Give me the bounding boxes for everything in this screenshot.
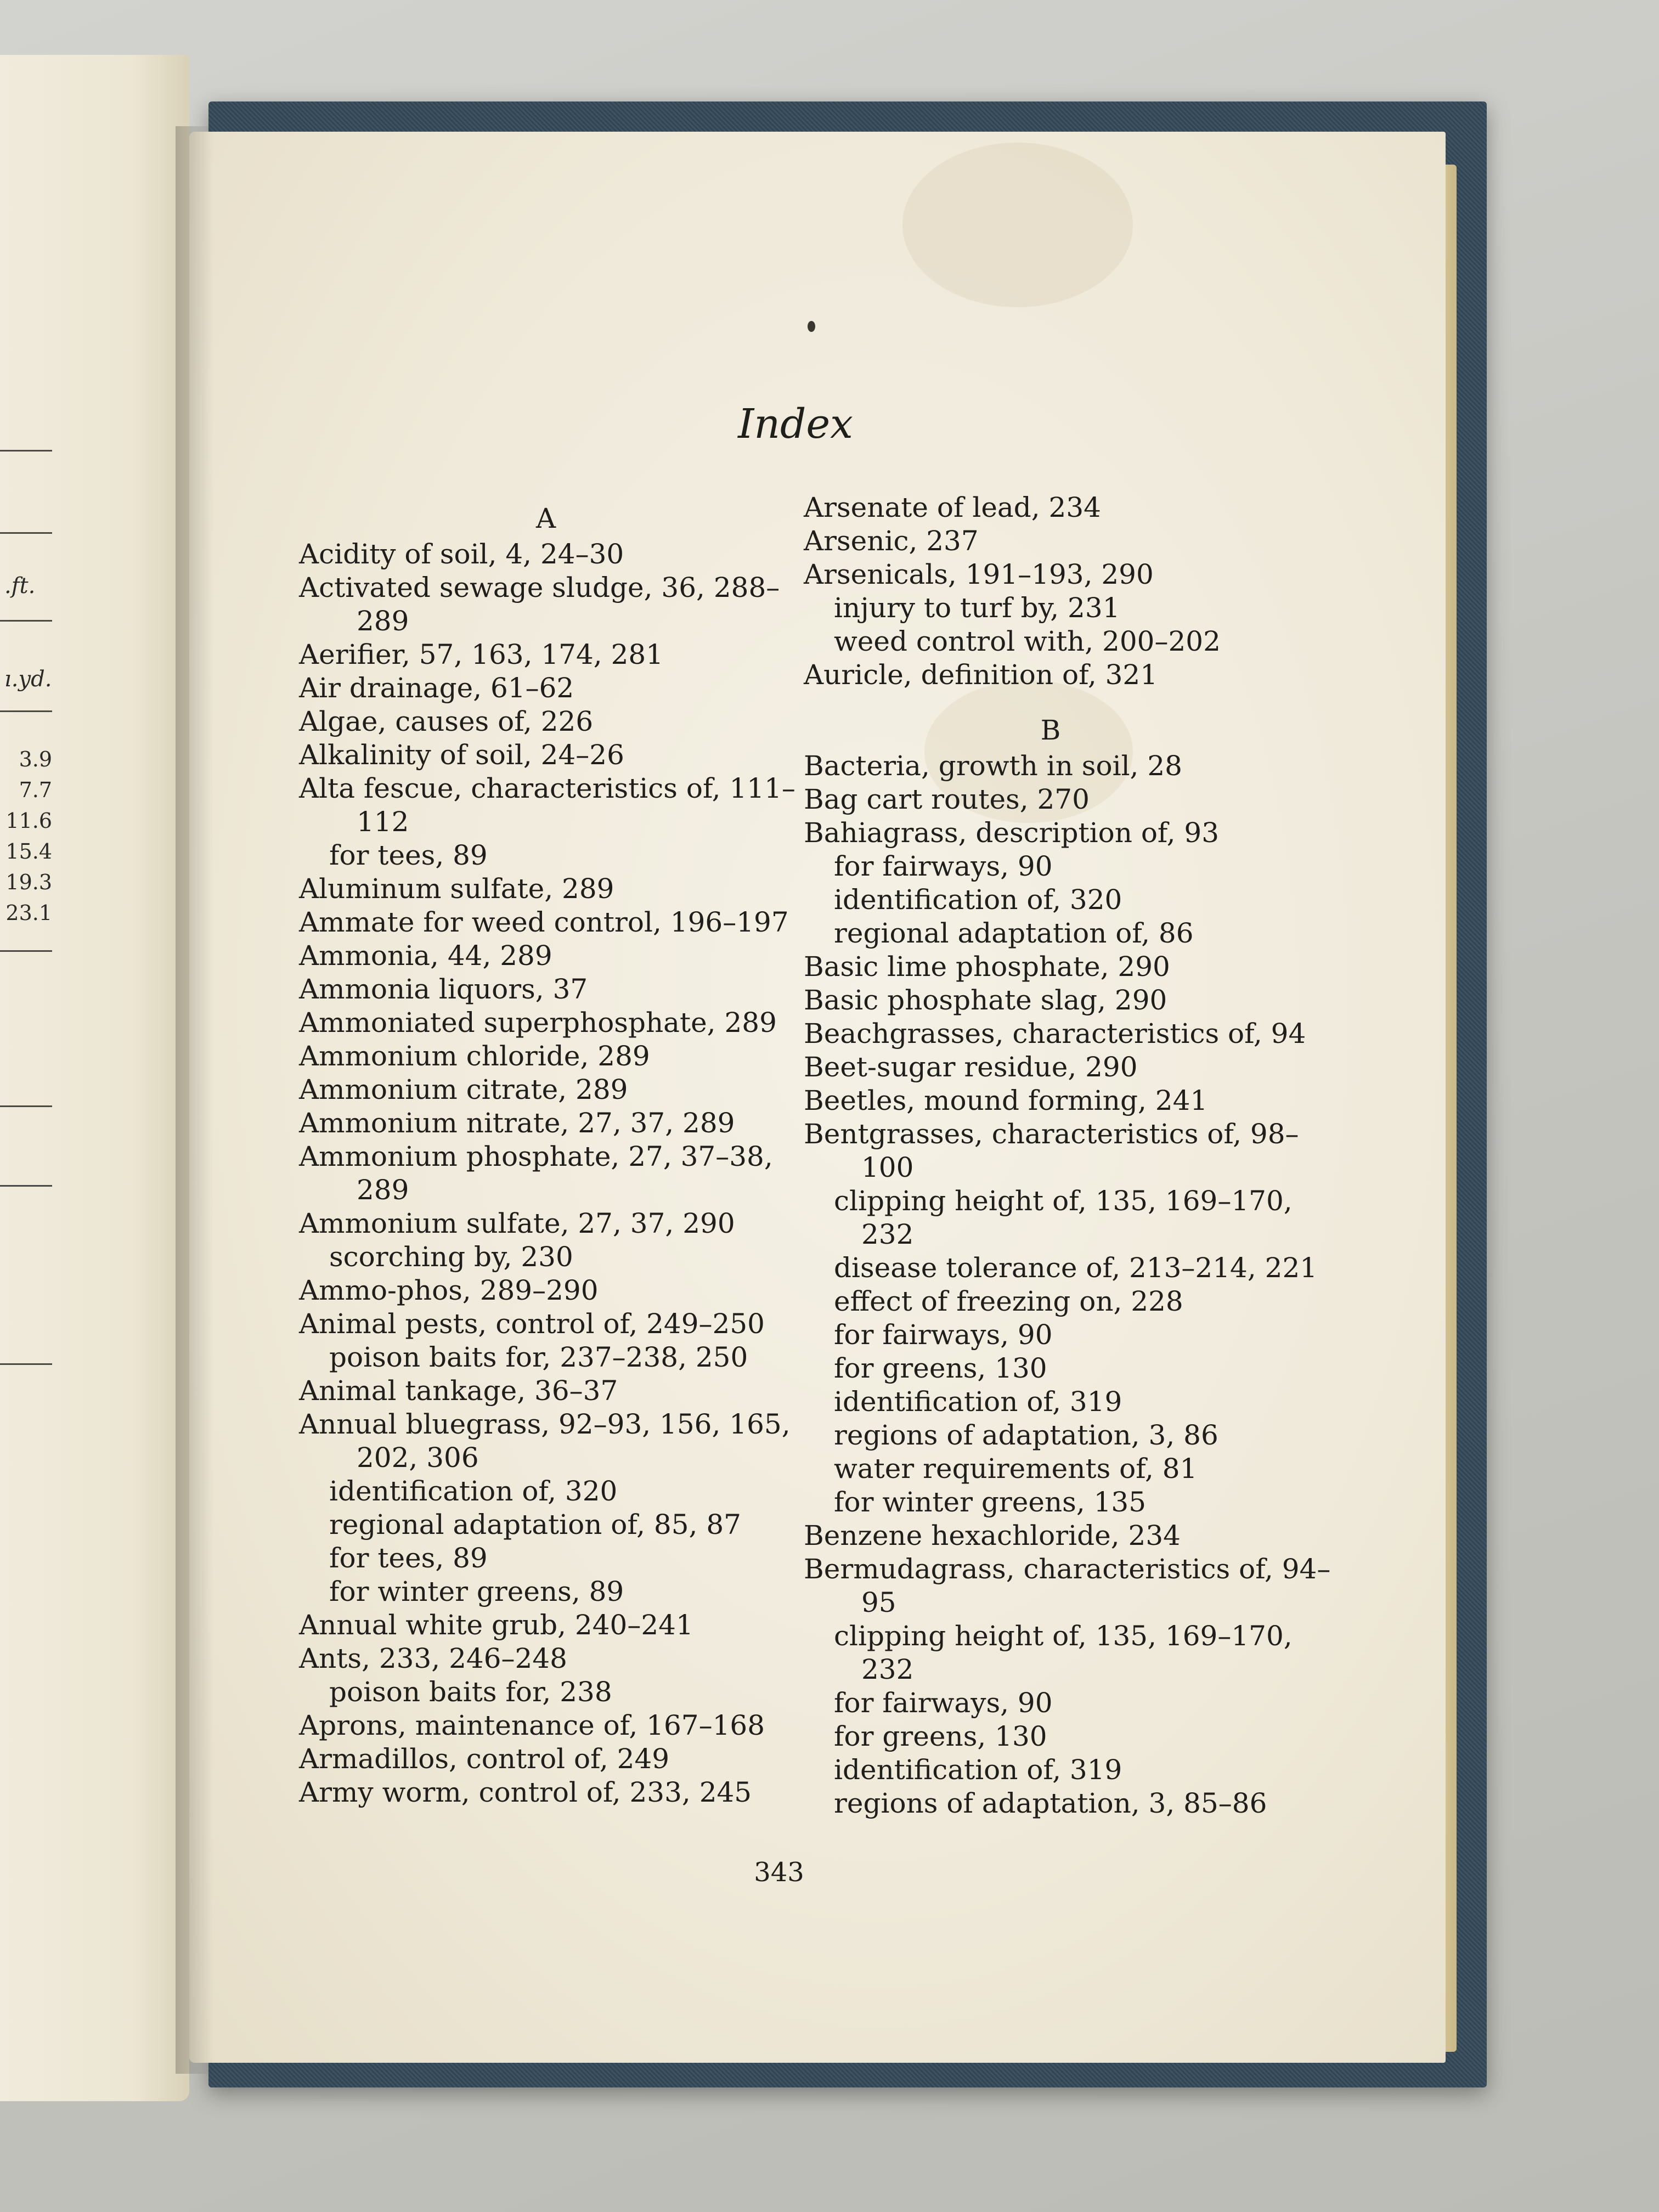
index-entry: Animal tankage, 36–37 bbox=[299, 1375, 618, 1407]
index-subentry: for fairways, 90 bbox=[834, 850, 1053, 882]
index-subentry: clipping height of, 135, 169–170, bbox=[834, 1185, 1293, 1217]
index-entry: Beachgrasses, characteristics of, 94 bbox=[804, 1018, 1306, 1049]
index-entry: Ammonia liquors, 37 bbox=[299, 973, 588, 1005]
index-entry: Aerifier, 57, 163, 174, 281 bbox=[299, 639, 664, 670]
index-entry: Air drainage, 61–62 bbox=[299, 672, 574, 704]
index-entry: Beet-sugar residue, 290 bbox=[804, 1051, 1138, 1083]
index-entry: Animal pests, control of, 249–250 bbox=[299, 1308, 765, 1340]
section-letter: A bbox=[535, 503, 556, 534]
index-subentry: for greens, 130 bbox=[834, 1720, 1047, 1752]
left-page-number: 3.9 bbox=[19, 747, 52, 771]
left-page-number: 23.1 bbox=[5, 901, 52, 925]
index-entry: Armadillos, control of, 249 bbox=[299, 1743, 670, 1775]
index-subentry: weed control with, 200–202 bbox=[834, 625, 1221, 657]
index-subentry: identification of, 320 bbox=[329, 1475, 618, 1507]
index-entry: Bacteria, growth in soil, 28 bbox=[804, 750, 1182, 782]
index-subentry: identification of, 320 bbox=[834, 884, 1122, 916]
index-subentry: for fairways, 90 bbox=[834, 1319, 1053, 1351]
index-subentry: 289 bbox=[357, 1174, 409, 1206]
table-rule bbox=[0, 1363, 52, 1365]
index-subentry: for greens, 130 bbox=[834, 1352, 1047, 1384]
page-stain bbox=[902, 143, 1133, 307]
index-entry: Annual white grub, 240–241 bbox=[299, 1609, 693, 1641]
index-entry: Ammonium sulfate, 27, 37, 290 bbox=[299, 1207, 735, 1239]
index-entry: Bermudagrass, characteristics of, 94– bbox=[804, 1553, 1331, 1585]
index-subentry: clipping height of, 135, 169–170, bbox=[834, 1620, 1293, 1652]
page-number: 343 bbox=[754, 1857, 804, 1888]
index-entry: Bag cart routes, 270 bbox=[804, 783, 1090, 815]
left-page-number: 19.3 bbox=[5, 870, 52, 894]
index-entry: Alta fescue, characteristics of, 111– bbox=[299, 772, 795, 804]
index-subentry: poison baits for, 238 bbox=[329, 1676, 612, 1708]
index-entry: Ammonium nitrate, 27, 37, 289 bbox=[299, 1107, 735, 1139]
index-subentry: 112 bbox=[357, 806, 409, 838]
table-rule bbox=[0, 1185, 52, 1187]
index-subentry: 100 bbox=[861, 1152, 914, 1183]
index-entry: Ammate for weed control, 196–197 bbox=[299, 906, 789, 938]
index-subentry: for tees, 89 bbox=[329, 839, 488, 871]
index-subentry: water requirements of, 81 bbox=[834, 1453, 1198, 1485]
index-entry: Ammoniated superphosphate, 289 bbox=[299, 1007, 777, 1039]
index-entry: Bahiagrass, description of, 93 bbox=[804, 817, 1220, 849]
index-entry: Activated sewage sludge, 36, 288– bbox=[299, 572, 780, 603]
index-entry: Benzene hexachloride, 234 bbox=[804, 1520, 1181, 1551]
index-subentry: 232 bbox=[861, 1654, 914, 1685]
gutter-shadow bbox=[176, 126, 214, 2074]
left-page-fragment: ı.yd. bbox=[4, 667, 52, 692]
index-entry: Arsenic, 237 bbox=[804, 525, 979, 557]
index-subentry: identification of, 319 bbox=[834, 1754, 1122, 1786]
index-subentry: 202, 306 bbox=[357, 1442, 479, 1474]
table-rule bbox=[0, 710, 52, 712]
index-subentry: 289 bbox=[357, 605, 409, 637]
page-title: Index bbox=[738, 400, 853, 448]
left-page bbox=[0, 55, 189, 2101]
index-entry: Ants, 233, 246–248 bbox=[299, 1643, 567, 1674]
index-entry: Aluminum sulfate, 289 bbox=[299, 873, 614, 905]
ink-spot bbox=[808, 321, 815, 332]
index-subentry: for fairways, 90 bbox=[834, 1687, 1053, 1719]
index-entry: Army worm, control of, 233, 245 bbox=[299, 1776, 752, 1808]
index-subentry: regional adaptation of, 86 bbox=[834, 917, 1194, 949]
index-entry: Ammo-phos, 289–290 bbox=[299, 1274, 599, 1306]
index-subentry: for tees, 89 bbox=[329, 1542, 488, 1574]
index-subentry: injury to turf by, 231 bbox=[834, 592, 1120, 624]
index-subentry: 95 bbox=[861, 1587, 896, 1618]
index-entry: Auricle, definition of, 321 bbox=[804, 659, 1158, 691]
index-subentry: poison baits for, 237–238, 250 bbox=[329, 1341, 748, 1373]
index-entry: Basic lime phosphate, 290 bbox=[804, 951, 1170, 983]
index-subentry: for winter greens, 89 bbox=[329, 1576, 624, 1607]
index-entry: Bentgrasses, characteristics of, 98– bbox=[804, 1118, 1299, 1150]
index-subentry: regions of adaptation, 3, 86 bbox=[834, 1419, 1218, 1451]
index-subentry: for winter greens, 135 bbox=[834, 1486, 1147, 1518]
left-page-fragment: .ft. bbox=[4, 573, 36, 599]
left-page-number: 15.4 bbox=[5, 839, 52, 864]
index-entry: Beetles, mound forming, 241 bbox=[804, 1085, 1208, 1116]
index-subentry: scorching by, 230 bbox=[329, 1241, 573, 1273]
index-entry: Ammonium chloride, 289 bbox=[299, 1040, 650, 1072]
table-rule bbox=[0, 1105, 52, 1107]
index-entry: Alkalinity of soil, 24–26 bbox=[299, 739, 624, 771]
index-entry: Arsenate of lead, 234 bbox=[804, 492, 1101, 523]
index-entry: Algae, causes of, 226 bbox=[299, 706, 594, 737]
index-subentry: regional adaptation of, 85, 87 bbox=[329, 1509, 741, 1541]
left-page-number: 11.6 bbox=[5, 809, 52, 833]
index-subentry: effect of freezing on, 228 bbox=[834, 1285, 1183, 1317]
section-letter: B bbox=[1040, 714, 1061, 746]
index-entry: Ammonium phosphate, 27, 37–38, bbox=[299, 1141, 773, 1172]
table-rule bbox=[0, 450, 52, 452]
index-subentry: regions of adaptation, 3, 85–86 bbox=[834, 1787, 1267, 1819]
index-subentry: 232 bbox=[861, 1218, 914, 1250]
index-entry: Ammonium citrate, 289 bbox=[299, 1074, 628, 1105]
index-entry: Aprons, maintenance of, 167–168 bbox=[299, 1709, 765, 1741]
index-subentry: disease tolerance of, 213–214, 221 bbox=[834, 1252, 1318, 1284]
table-rule bbox=[0, 620, 52, 622]
index-entry: Basic phosphate slag, 290 bbox=[804, 984, 1167, 1016]
index-entry: Arsenicals, 191–193, 290 bbox=[804, 558, 1154, 590]
index-entry: Ammonia, 44, 289 bbox=[299, 940, 552, 972]
index-entry: Acidity of soil, 4, 24–30 bbox=[299, 538, 624, 570]
table-rule bbox=[0, 532, 52, 534]
index-entry: Annual bluegrass, 92–93, 156, 165, bbox=[299, 1408, 791, 1440]
index-subentry: identification of, 319 bbox=[834, 1386, 1122, 1418]
left-page-number: 7.7 bbox=[19, 778, 52, 802]
table-rule bbox=[0, 950, 52, 952]
